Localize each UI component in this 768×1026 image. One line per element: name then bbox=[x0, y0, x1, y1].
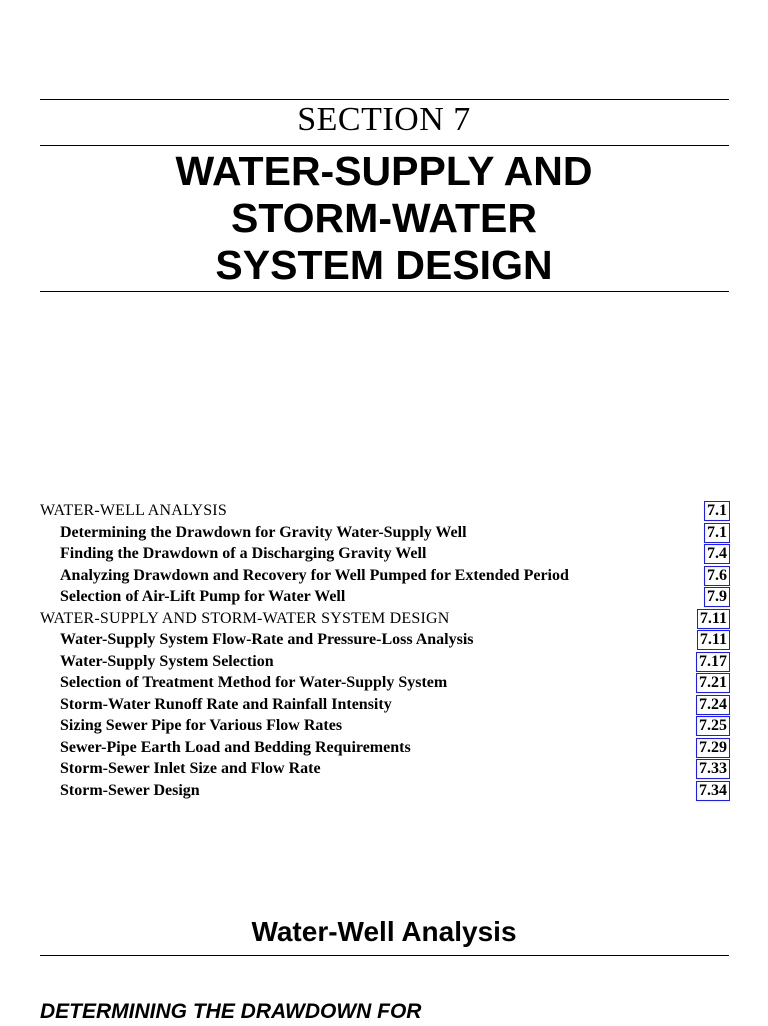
toc-entry-row bbox=[40, 694, 730, 716]
toc-page-link[interactable]: 7.4 bbox=[704, 544, 730, 564]
page-title bbox=[0, 148, 768, 289]
toc-page-link[interactable]: 7.1 bbox=[704, 523, 730, 543]
sub-heading-rule bbox=[40, 955, 729, 956]
toc-chapter-row bbox=[40, 500, 730, 522]
toc-title: WATER-WELL ANALYSIS bbox=[40, 502, 227, 519]
toc-entry-row bbox=[40, 780, 730, 802]
title-line-1: WATER-SUPPLY AND bbox=[175, 148, 593, 194]
toc-page-link[interactable]: 7.11 bbox=[697, 630, 730, 650]
toc-entry-row bbox=[40, 737, 730, 759]
toc-page-link[interactable]: 7.34 bbox=[696, 781, 730, 801]
toc-page-link[interactable]: 7.6 bbox=[704, 566, 730, 586]
toc-title: Sizing Sewer Pipe for Various Flow Rates bbox=[60, 717, 343, 734]
toc-entry-row bbox=[40, 672, 730, 694]
toc-page-link[interactable]: 7.25 bbox=[696, 716, 730, 736]
toc-page-link[interactable]: 7.33 bbox=[696, 759, 730, 779]
toc-chapter-row bbox=[40, 608, 730, 630]
toc-page-link[interactable]: 7.11 bbox=[697, 609, 730, 629]
title-rule bbox=[40, 291, 729, 292]
toc-page-link[interactable]: 7.9 bbox=[704, 587, 730, 607]
toc-page-link[interactable]: 7.1 bbox=[704, 501, 730, 521]
table-of-contents bbox=[40, 500, 730, 801]
toc-title: Analyzing Drawdown and Recovery for Well Pumped for Extended Period bbox=[60, 566, 569, 584]
sub-heading: Water-Well Analysis bbox=[251, 916, 517, 947]
article-heading: DETERMINING THE DRAWDOWN FOR bbox=[40, 1000, 422, 1023]
toc-title: Sewer-Pipe Earth Load and Bedding Requirements bbox=[60, 738, 411, 756]
title-line-2: STORM-WATER bbox=[231, 195, 537, 241]
toc-entry-row bbox=[40, 715, 730, 737]
toc-entry-row bbox=[40, 543, 730, 565]
toc-title: Water-Supply System Flow-Rate and Pressure-Loss Analysis bbox=[60, 631, 474, 648]
toc-entry-row bbox=[40, 586, 730, 608]
toc-page-link[interactable]: 7.17 bbox=[696, 652, 730, 672]
toc-page-link[interactable]: 7.21 bbox=[696, 673, 730, 693]
section-label: SECTION 7 bbox=[297, 101, 471, 138]
toc-title: Selection of Air-Lift Pump for Water Well bbox=[60, 588, 346, 605]
toc-entry-row bbox=[40, 629, 730, 651]
toc-title: Determining the Drawdown for Gravity Water-Supply Well bbox=[60, 523, 467, 541]
toc-title: Selection of Treatment Method for Water-Supply System bbox=[60, 674, 448, 691]
toc-page-link[interactable]: 7.24 bbox=[696, 695, 730, 715]
toc-title: WATER-SUPPLY AND STORM-WATER SYSTEM DESIGN bbox=[40, 609, 450, 627]
toc-entry-row bbox=[40, 522, 730, 544]
toc-entry-row bbox=[40, 758, 730, 780]
toc-title: Water-Supply System Selection bbox=[60, 652, 274, 670]
toc-title: Storm-Sewer Inlet Size and Flow Rate bbox=[60, 760, 321, 777]
toc-entry-row bbox=[40, 651, 730, 673]
toc-title: Finding the Drawdown of a Discharging Gravity Well bbox=[60, 545, 427, 562]
toc-title: Storm-Water Runoff Rate and Rainfall Intensity bbox=[60, 695, 392, 713]
toc-page-link[interactable]: 7.29 bbox=[696, 738, 730, 758]
section-rule bbox=[40, 145, 729, 146]
toc-entry-row bbox=[40, 565, 730, 587]
toc-title: Storm-Sewer Design bbox=[60, 781, 200, 799]
title-line-3: SYSTEM DESIGN bbox=[215, 242, 553, 288]
